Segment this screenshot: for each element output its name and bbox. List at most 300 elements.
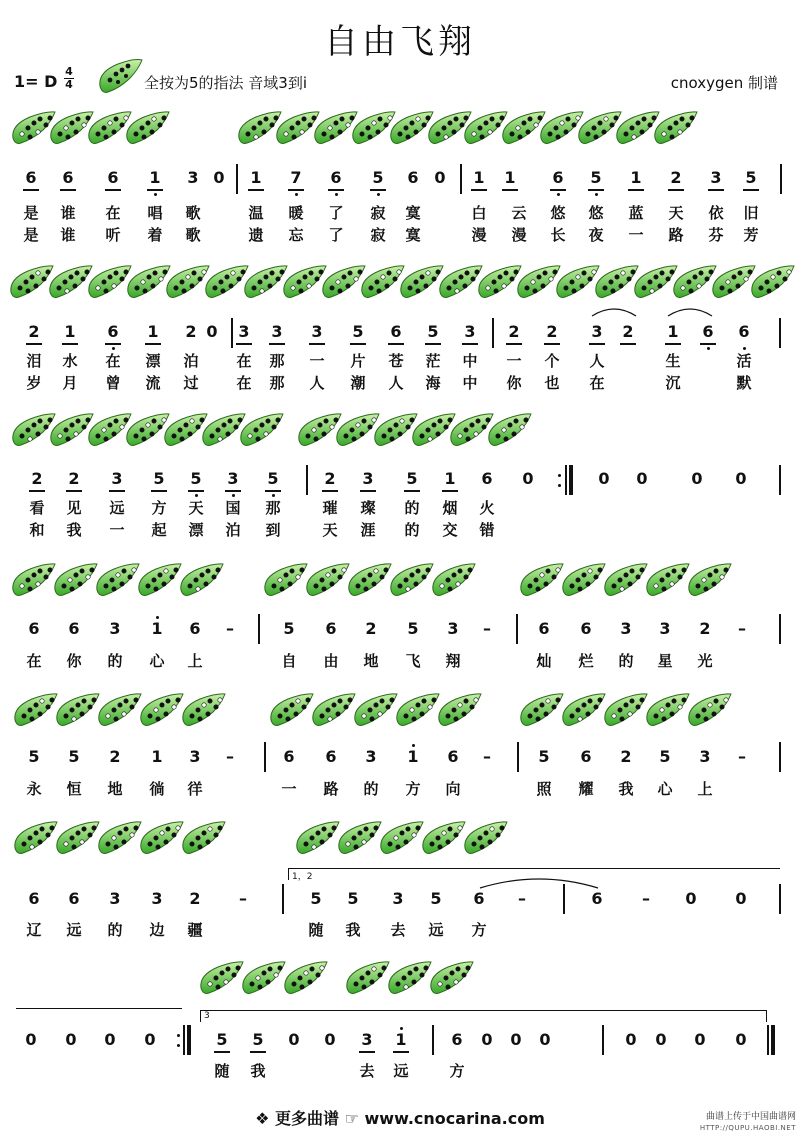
note: 0 — [144, 1030, 156, 1049]
lyric-char: 起 — [151, 521, 167, 539]
note: 1 — [147, 322, 159, 341]
eighth-underline — [62, 343, 78, 345]
eighth-underline — [147, 189, 163, 191]
note: 3 — [311, 322, 323, 341]
ocarina-fingering-icon — [94, 560, 140, 600]
ocarina-fingering-icon — [178, 560, 224, 600]
ocarina-fingering-icon — [420, 818, 466, 858]
note: 3 — [187, 168, 199, 187]
ocarina-fingering-icon — [96, 690, 142, 730]
lyric-char: 旧 — [743, 204, 759, 222]
note: 3 — [659, 619, 671, 638]
ocarina-fingering-icon — [282, 958, 328, 998]
note: 0 — [636, 469, 648, 488]
lyric-char: 天 — [668, 204, 684, 222]
note: 0 — [539, 1030, 551, 1049]
ocarina-fingering-icon — [602, 560, 648, 600]
lyric-char: 的 — [107, 652, 123, 670]
author-credit: cnoxygen 制谱 — [670, 74, 778, 92]
note: 6 — [68, 619, 80, 638]
time-signature — [64, 66, 74, 91]
fingering-note: 全按为5的指法 音域3到i — [144, 74, 308, 92]
note: 6 — [473, 889, 485, 908]
note: 0 — [735, 889, 747, 908]
eighth-underline — [109, 490, 125, 492]
ocarina-fingering-icon — [430, 560, 476, 600]
ocarina-fingering-icon — [346, 560, 392, 600]
note: 6 — [580, 619, 592, 638]
note: 2 — [620, 747, 632, 766]
tie-arc — [590, 304, 638, 318]
volta-number: 3 — [204, 1011, 210, 1021]
ocarina-fingering-icon — [652, 108, 698, 148]
note: 5 — [153, 469, 165, 488]
note: 5 — [659, 747, 671, 766]
note: 2 — [546, 322, 558, 341]
lyric-char: 去 — [390, 921, 406, 939]
lyric-char: 去 — [359, 1062, 375, 1080]
repeat-dot — [558, 484, 561, 487]
lyric-char: 寂 — [370, 226, 386, 244]
note: 1 — [504, 168, 516, 187]
ocarina-fingering-icon — [462, 818, 508, 858]
eighth-underline — [620, 343, 636, 345]
note: 3 — [365, 747, 377, 766]
lyric-char: 悠 — [588, 204, 604, 222]
note: 6 — [325, 619, 337, 638]
lyric-char: 唱 — [147, 204, 163, 222]
note: 5 — [538, 747, 550, 766]
lyric-char: 疆 — [187, 921, 203, 939]
eighth-underline — [668, 189, 684, 191]
lyric-char: 路 — [668, 226, 684, 244]
repeat-dot — [558, 474, 561, 477]
ocarina-fingering-icon — [136, 560, 182, 600]
lyric-char: 悠 — [550, 204, 566, 222]
eighth-underline — [309, 343, 325, 345]
note: 5 — [407, 619, 419, 638]
ocarina-fingering-icon — [386, 958, 432, 998]
note: 1 — [473, 168, 485, 187]
note: 6 — [68, 889, 80, 908]
eighth-underline — [248, 189, 264, 191]
lyric-char: 烟 — [442, 499, 458, 517]
note: 5 — [352, 322, 364, 341]
note: 3 — [361, 1030, 373, 1049]
lyric-char: 烂 — [578, 652, 594, 670]
ocarina-fingering-icon — [344, 958, 390, 998]
lyric-char: 在 — [105, 352, 121, 370]
lyric-char: 徜 — [149, 780, 165, 798]
note: 1 — [407, 747, 419, 766]
volta-bracket-start — [200, 1010, 201, 1022]
eighth-underline — [462, 343, 478, 345]
volta-bracket — [200, 1010, 766, 1011]
eighth-underline — [350, 343, 366, 345]
barline — [282, 884, 284, 914]
lyric-char: 耀 — [578, 780, 594, 798]
barline — [460, 164, 462, 194]
note: 1 — [149, 168, 161, 187]
ocarina-fingering-icon — [10, 560, 56, 600]
note: 3 — [271, 322, 283, 341]
barline — [432, 1025, 434, 1055]
note: 3 — [111, 469, 123, 488]
eighth-underline — [105, 343, 121, 345]
lyric-char: 照 — [536, 780, 552, 798]
lyric-char: 一 — [628, 226, 644, 244]
high-octave-dot — [156, 616, 159, 619]
lyric-char: 中 — [462, 374, 478, 392]
lyric-char: 你 — [506, 374, 522, 392]
barline — [236, 164, 238, 194]
repeat-barline — [187, 1025, 191, 1055]
ocarina-fingering-icon — [198, 958, 244, 998]
ocarina-fingering-icon — [12, 818, 58, 858]
lyric-char: 方 — [405, 780, 421, 798]
note: 0 — [510, 1030, 522, 1049]
lyric-char: 苍 — [388, 352, 404, 370]
lyric-char: 那 — [269, 352, 285, 370]
barline — [517, 742, 519, 772]
ocarina-fingering-icon — [602, 690, 648, 730]
eighth-underline — [288, 189, 304, 191]
lyric-char: 涯 — [360, 521, 376, 539]
watermark-text: 曲谱上传于中国曲谱网 — [705, 1112, 796, 1122]
lyric-char: 忘 — [288, 226, 304, 244]
eighth-underline — [743, 189, 759, 191]
lyric-char: 自 — [281, 652, 297, 670]
ocarina-fingering-icon — [394, 690, 440, 730]
note: 0 — [685, 889, 697, 908]
ocarina-fingering-icon — [749, 262, 795, 302]
ocarina-fingering-icon — [686, 560, 732, 600]
note: 2 — [365, 619, 377, 638]
eighth-underline — [708, 189, 724, 191]
ocarina-fingering-icon — [560, 560, 606, 600]
note: 5 — [430, 889, 442, 908]
ocarina-fingering-icon — [180, 690, 226, 730]
lyric-char: 天 — [188, 499, 204, 517]
lyric-char: 漫 — [511, 226, 527, 244]
note: 1 — [395, 1030, 407, 1049]
low-octave-dot — [707, 347, 710, 350]
eighth-underline — [393, 1051, 409, 1053]
note: 2 — [189, 889, 201, 908]
high-octave-dot — [400, 1027, 403, 1030]
ocarina-fingering-icon — [686, 690, 732, 730]
eighth-underline — [26, 343, 42, 345]
eighth-underline — [502, 189, 518, 191]
lyric-char: 生 — [665, 352, 681, 370]
lyric-char: 看 — [29, 499, 45, 517]
eighth-underline — [442, 490, 458, 492]
ocarina-fingering-icon — [52, 560, 98, 600]
lyric-char: 国 — [225, 499, 241, 517]
lyric-char: 的 — [363, 780, 379, 798]
ocarina-fingering-icon — [304, 560, 350, 600]
ocarina-fingering-icon — [138, 818, 184, 858]
note: 3 — [699, 747, 711, 766]
ocarina-fingering-icon — [518, 560, 564, 600]
note: 1 — [64, 322, 76, 341]
note: 1 — [250, 168, 262, 187]
lyric-char: 向 — [445, 780, 461, 798]
note: 5 — [267, 469, 279, 488]
lyric-char: 曾 — [105, 374, 121, 392]
note: 7 — [290, 168, 302, 187]
eighth-underline — [425, 343, 441, 345]
lyric-char: 过 — [183, 374, 199, 392]
note: 6 — [325, 747, 337, 766]
eighth-underline — [700, 343, 716, 345]
ocarina-fingering-icon — [268, 690, 314, 730]
lyric-char: 了 — [328, 204, 344, 222]
low-octave-dot — [335, 193, 338, 196]
barline — [779, 884, 781, 914]
barline — [780, 164, 782, 194]
ocarina-fingering-icon — [518, 690, 564, 730]
low-octave-dot — [295, 193, 298, 196]
ocarina-fingering-icon — [486, 410, 532, 450]
tie-arc — [478, 874, 600, 890]
lyric-char: 泪 — [26, 352, 42, 370]
lyric-char: 一 — [506, 352, 522, 370]
note: – — [518, 889, 526, 908]
eighth-underline — [544, 343, 560, 345]
ocarina-fingering-icon — [378, 818, 424, 858]
barline — [306, 465, 308, 495]
note: 0 — [434, 168, 446, 187]
eighth-underline — [359, 1051, 375, 1053]
lyric-char: 徉 — [187, 780, 203, 798]
note: – — [226, 619, 234, 638]
note: 3 — [447, 619, 459, 638]
barline — [779, 614, 781, 644]
lyric-char: 飞 — [405, 652, 421, 670]
lyric-char: 漂 — [145, 352, 161, 370]
lyric-char: 辽 — [26, 921, 42, 939]
note: 5 — [252, 1030, 264, 1049]
high-octave-dot — [412, 744, 415, 747]
lyric-char: 芬 — [708, 226, 724, 244]
lyric-char: 白 — [471, 204, 487, 222]
eighth-underline — [29, 490, 45, 492]
ocarina-fingering-icon — [388, 560, 434, 600]
eighth-underline — [145, 343, 161, 345]
eighth-underline — [471, 189, 487, 191]
ocarina-fingering-icon — [138, 690, 184, 730]
page-title: 自由飞翔 — [324, 22, 476, 62]
note: 6 — [552, 168, 564, 187]
eighth-underline — [23, 189, 39, 191]
note: 6 — [447, 747, 459, 766]
lyric-char: 岁 — [26, 374, 42, 392]
eighth-underline — [66, 490, 82, 492]
barline — [492, 318, 494, 348]
repeat-dot — [177, 1044, 180, 1047]
note: – — [738, 747, 746, 766]
eighth-underline — [250, 1051, 266, 1053]
note: 6 — [538, 619, 550, 638]
lyric-char: 星 — [657, 652, 673, 670]
lyric-char: 夜 — [588, 226, 604, 244]
eighth-underline — [214, 1051, 230, 1053]
lyric-char: 茫 — [425, 352, 441, 370]
ocarina-fingering-icon — [336, 818, 382, 858]
ocarina-fingering-icon — [310, 690, 356, 730]
lyric-char: 着 — [147, 226, 163, 244]
ocarina-fingering-icon — [428, 958, 474, 998]
ocarina-fingering-icon — [644, 690, 690, 730]
ocarina-fingering-icon — [238, 410, 284, 450]
lyric-char: 人 — [309, 374, 325, 392]
ocarina-fingering-icon — [352, 690, 398, 730]
note: 6 — [283, 747, 295, 766]
ocarina-fingering-icon — [54, 818, 100, 858]
lyric-char: 听 — [105, 226, 121, 244]
lyric-char: 灿 — [536, 652, 552, 670]
ocarina-fingering-icon — [240, 958, 286, 998]
lyric-char: 的 — [107, 921, 123, 939]
ocarina-fingering-icon — [436, 690, 482, 730]
note: 2 — [185, 322, 197, 341]
note: 5 — [745, 168, 757, 187]
note: 3 — [710, 168, 722, 187]
ocarina-fingering-icon — [124, 108, 170, 148]
barline — [779, 742, 781, 772]
lyric-char: 上 — [697, 780, 713, 798]
eighth-underline — [370, 189, 386, 191]
lyric-char: 我 — [250, 1062, 266, 1080]
volta-bracket — [288, 868, 780, 869]
barline — [602, 1025, 604, 1055]
key-signature: 1= D — [14, 72, 58, 91]
note: 6 — [580, 747, 592, 766]
note: 0 — [104, 1030, 116, 1049]
low-octave-dot — [154, 193, 157, 196]
note: 3 — [151, 889, 163, 908]
lyric-char: 永 — [26, 780, 42, 798]
note: 0 — [598, 469, 610, 488]
lyric-char: 见 — [66, 499, 82, 517]
note: 6 — [390, 322, 402, 341]
repeat-barline — [771, 1025, 775, 1055]
note: 3 — [392, 889, 404, 908]
note: 6 — [189, 619, 201, 638]
note: 6 — [330, 168, 342, 187]
volta-bracket-end — [766, 1010, 767, 1022]
lyric-char: 沉 — [665, 374, 681, 392]
note: 0 — [735, 469, 747, 488]
note: 2 — [68, 469, 80, 488]
note: 5 — [310, 889, 322, 908]
ocarina-fingering-icon — [12, 690, 58, 730]
lyric-char: 我 — [345, 921, 361, 939]
lyric-char: 方 — [151, 499, 167, 517]
lyric-char: 一 — [309, 352, 325, 370]
eighth-underline — [588, 189, 604, 191]
lyric-char: 寞 — [405, 204, 421, 222]
watermark-url: HTTP://QUPU.HAOBI.NET — [699, 1124, 796, 1132]
lyric-char: 云 — [511, 204, 527, 222]
lyric-char: 活 — [736, 352, 752, 370]
eighth-underline — [360, 490, 376, 492]
time-sig-top: 4 — [65, 65, 73, 78]
lyric-char: 翔 — [445, 652, 461, 670]
lyric-char: 人 — [589, 352, 605, 370]
lyric-char: 交 — [442, 521, 458, 539]
note: 0 — [206, 322, 218, 341]
lyric-char: 流 — [145, 374, 161, 392]
note: 0 — [25, 1030, 37, 1049]
footer-link[interactable]: ❖ 更多曲谱 ☞ www.cnocarina.com — [255, 1109, 545, 1128]
lyric-char: 寂 — [370, 204, 386, 222]
lyric-char: 心 — [149, 652, 165, 670]
volta-number: 1，2 — [292, 872, 313, 882]
lyric-char: 依 — [708, 204, 724, 222]
lyric-char: 是 — [23, 226, 39, 244]
ocarina-fingering-icon — [644, 560, 690, 600]
lyric-char: 谁 — [60, 226, 76, 244]
eighth-underline — [550, 189, 566, 191]
note: 3 — [362, 469, 374, 488]
lyric-char: 蓝 — [628, 204, 644, 222]
note: 2 — [670, 168, 682, 187]
note: 0 — [625, 1030, 637, 1049]
volta-bracket-end — [288, 868, 289, 880]
note: 5 — [427, 322, 439, 341]
lyric-char: 那 — [269, 374, 285, 392]
lyric-char: 漂 — [188, 521, 204, 539]
note: 1 — [667, 322, 679, 341]
note: 6 — [28, 889, 40, 908]
low-octave-dot — [377, 193, 380, 196]
lyric-char: 随 — [308, 921, 324, 939]
note: 6 — [451, 1030, 463, 1049]
note: 5 — [68, 747, 80, 766]
lyric-char: 长 — [550, 226, 566, 244]
lyric-char: 边 — [149, 921, 165, 939]
note: 6 — [407, 168, 419, 187]
barline — [565, 465, 567, 495]
lyric-char: 温 — [248, 204, 264, 222]
note: 6 — [107, 168, 119, 187]
lyric-char: 谁 — [60, 204, 76, 222]
note: 5 — [406, 469, 418, 488]
note: 5 — [590, 168, 602, 187]
lyric-char: 人 — [388, 374, 404, 392]
note: 6 — [25, 168, 37, 187]
lyric-char: 在 — [236, 352, 252, 370]
lyric-char: 我 — [66, 521, 82, 539]
lyric-char: 你 — [66, 652, 82, 670]
note: 6 — [591, 889, 603, 908]
lyric-char: 在 — [236, 374, 252, 392]
note: 5 — [216, 1030, 228, 1049]
note: 2 — [31, 469, 43, 488]
eighth-underline — [225, 490, 241, 492]
lyric-char: 月 — [62, 374, 78, 392]
lyric-char: 我 — [618, 780, 634, 798]
lyric-char: 漫 — [471, 226, 487, 244]
low-octave-dot — [595, 193, 598, 196]
note: 2 — [324, 469, 336, 488]
lyric-char: 泊 — [225, 521, 241, 539]
note: 2 — [699, 619, 711, 638]
barline — [231, 318, 233, 348]
lyric-char: 路 — [323, 780, 339, 798]
